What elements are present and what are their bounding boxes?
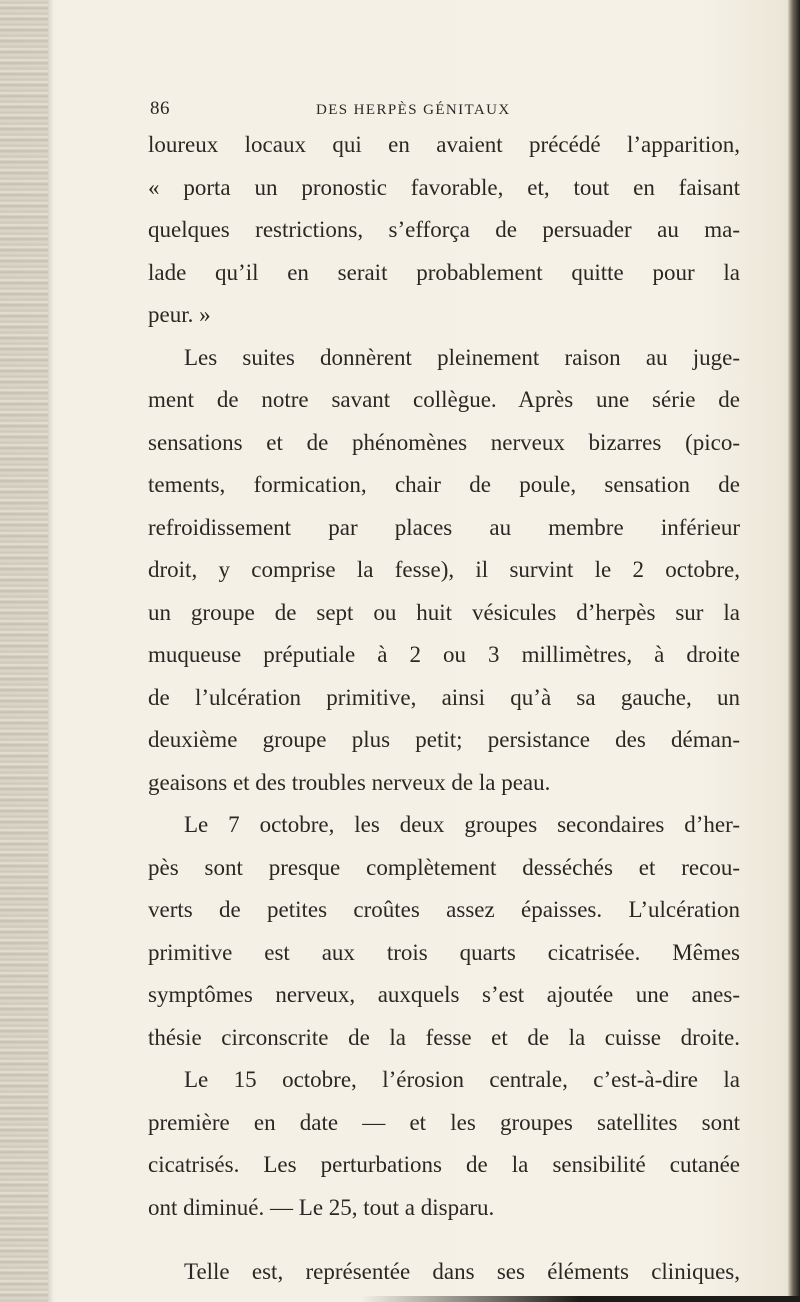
text-line: sensations et de phénomènes nerveux bizarres (pico- — [148, 429, 740, 455]
page-bottom-edge — [360, 1296, 800, 1302]
body-text — [148, 124, 740, 1294]
text-line: Les suites donnèrent pleinement raison au juge- — [184, 344, 740, 370]
text-line: cicatrisés. Les perturbations de la sensibilité cutanée — [148, 1152, 740, 1177]
page-header — [150, 98, 740, 122]
text-line: verts de petites croûtes assez épaisses. L’ulcération — [148, 897, 740, 922]
text-line: refroidissement par places au membre inférieur — [148, 514, 740, 540]
text-line: loureux locaux qui en avaient précédé l’apparition, — [148, 132, 740, 157]
text-line: Le 15 octobre, l’érosion centrale, c’est-à-dire la — [184, 1067, 740, 1092]
text-line: lade qu’il en serait probablement quitte pour la — [148, 259, 740, 285]
text-line: Le 7 octobre, les deux groupes secondaires d’her- — [184, 812, 740, 837]
page-binding-edge — [0, 0, 48, 1302]
text-line: première en date — et les groupes satellites sont — [148, 1109, 740, 1135]
text-line: quelques restrictions, s’efforça de persuader au ma- — [148, 217, 740, 242]
page-number: 86 — [150, 98, 170, 119]
text-line: pès sont presque complètement desséchés et recou- — [148, 854, 740, 880]
text-line: ont diminué. — Le 25, tout a disparu. — [148, 1194, 495, 1220]
paragraph-gap — [148, 1229, 740, 1251]
text-line: thésie circonscrite de la fesse et de la cuisse droite. — [148, 1024, 740, 1050]
page-right-edge — [788, 0, 800, 1302]
text-line: deuxième groupe plus petit; persistance des déman- — [148, 727, 740, 752]
text-line: peur. » — [148, 302, 211, 327]
text-line: primitive est aux trois quarts cicatrisée. Mêmes — [148, 939, 740, 965]
text-line: muqueuse préputiale à 2 ou 3 millimètres, à droite — [148, 642, 740, 667]
text-line: geaisons et des troubles nerveux de la peau. — [148, 769, 551, 795]
text-line: de l’ulcération primitive, ainsi qu’à sa gauche, un — [148, 684, 740, 710]
text-line: un groupe de sept ou huit vésicules d’herpès sur la — [148, 599, 740, 625]
text-line: symptômes nerveux, auxquels s’est ajoutée une anes- — [148, 982, 740, 1007]
text-line: tements, formication, chair de poule, sensation de — [148, 472, 740, 497]
text-line: droit, y comprise la fesse), il survint le 2 octobre, — [148, 557, 740, 582]
text-line: Telle est, représentée dans ses éléments cliniques, — [184, 1259, 740, 1284]
text-line: « porta un pronostic favorable, et, tout en faisant — [148, 174, 740, 200]
running-title: DES HERPÈS GÉNITAUX — [316, 102, 511, 118]
text-line: ment de notre savant collègue. Après une série de — [148, 387, 740, 412]
